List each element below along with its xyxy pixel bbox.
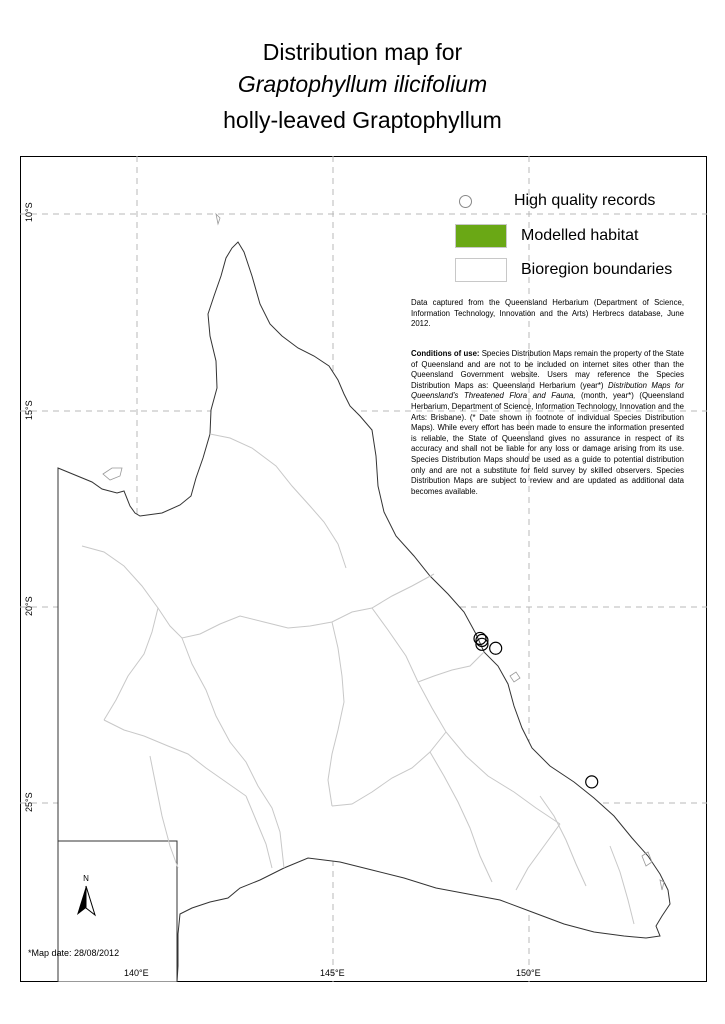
lat-label-20: 20°S <box>24 596 34 616</box>
map-date: *Map date: 28/08/2012 <box>28 948 120 958</box>
legend-records-label: High quality records <box>514 192 656 209</box>
habitat-swatch <box>455 224 507 248</box>
conditions-text-2: (month, year*) (Queensland Herbarium, Department of Science, Information Technology, Innovation and the Arts: Brisbane). (* Date shown in footnote of individual Species Distribution Maps). While every effort has been made to ensure the information presented is reliable, the State of Queensland gives no assurance in respect of its accuracy and shall not be liable for any loss or damage arising from its use. Species Distribution Maps should be used as a guide to potential distribution only and are not a substitute for field survey by skilled observers. Species Distribution Maps are subject to review and are updated as additional data becomes available. <box>411 391 684 496</box>
legend-habitat <box>455 224 638 248</box>
conditions-text-1: Species Distribution Maps remain the property of the State of Queensland and are not to be included on internet sites other than the Queensland Government website. Users may reference the Species Distribution Maps as: Queensland Herbarium (year*) <box>411 349 684 390</box>
lat-label-25: 25°S <box>24 792 34 812</box>
legend-habitat-label: Modelled habitat <box>521 227 639 244</box>
legend-bioregion <box>455 258 672 282</box>
map-title-line1: Distribution map for <box>262 39 463 65</box>
lat-label-10: 10°S <box>24 202 34 222</box>
bioregion-swatch <box>455 258 507 282</box>
legend-records <box>455 192 655 210</box>
species-common-name: holly-leaved Graptophyllum <box>223 107 502 133</box>
species-scientific-name: Graptophyllum ilicifolium <box>237 71 488 97</box>
lat-label-15: 15°S <box>24 400 34 420</box>
north-arrow-icon <box>72 872 100 918</box>
record-circle-icon <box>459 195 472 208</box>
north-label: N <box>83 874 89 883</box>
conditions-heading: Conditions of use: <box>411 349 480 358</box>
lon-label-140: 140°E <box>124 968 149 978</box>
lon-label-145: 145°E <box>320 968 345 978</box>
legend-bioregion-label: Bioregion boundaries <box>521 261 673 278</box>
record-point <box>586 776 598 788</box>
lon-label-150: 150°E <box>516 968 541 978</box>
conditions-of-use-note <box>411 349 684 497</box>
conditions-text-italic: Distribution Maps for Queensland's Threatened Flora and Fauna, <box>411 380 685 401</box>
record-point <box>490 642 502 654</box>
data-source-note: Data captured from the Queensland Herbarium (Department of Science, Information Technology, Innovation and the Arts) Herbrecs database, June 2012. <box>411 298 684 329</box>
